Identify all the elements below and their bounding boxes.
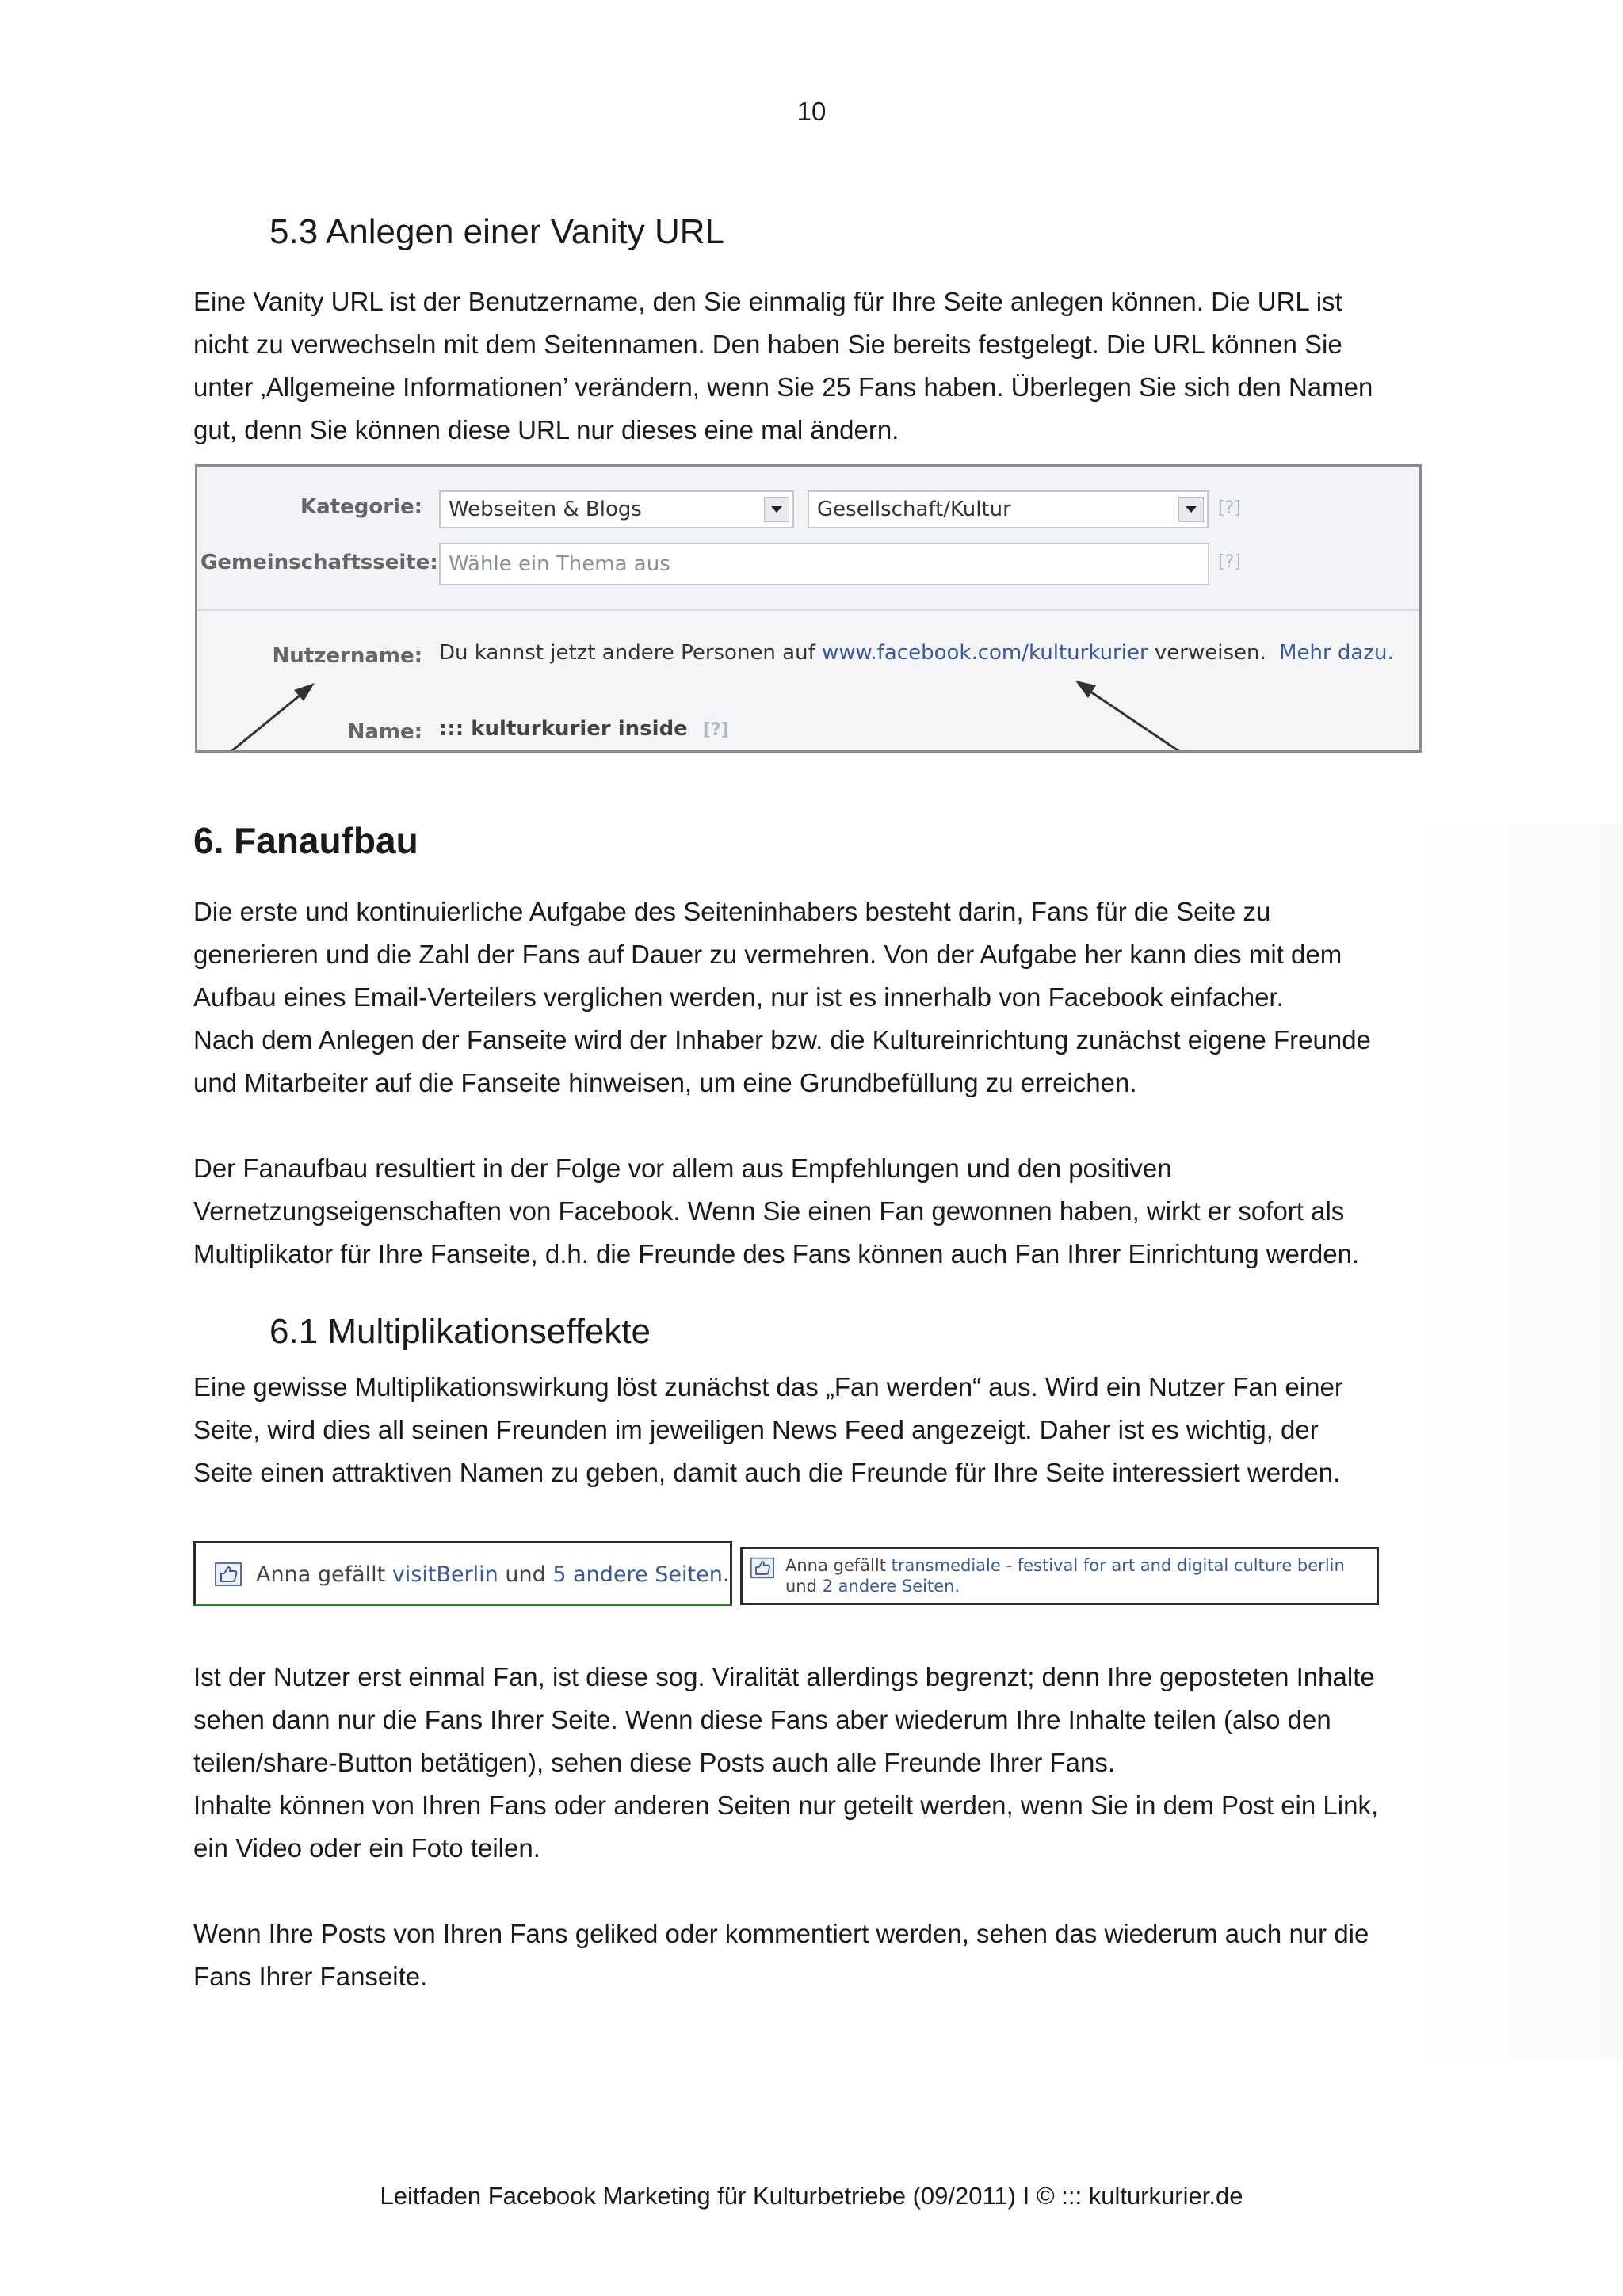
- section-6-1-heading: 6.1 Multiplikationseffekte: [269, 1312, 651, 1351]
- section-6-1-paragraph-2: [193, 1656, 1445, 1870]
- text-line: Die erste und kontinuierliche Aufgabe des Seiteninhabers besteht darin, Fans für die Seite zu: [193, 897, 1271, 926]
- story-und: und: [505, 1562, 546, 1587]
- help-icon[interactable]: [?]: [702, 720, 729, 740]
- story-line-1: [785, 1555, 1345, 1576]
- text-line: Eine gewisse Multiplikationswirkung löst zunächst das „Fan werden“ aus. Wird ein Nutzer Fan einer: [193, 1372, 1343, 1402]
- text-line: Wenn Ihre Posts von Ihren Fans geliked oder kommentiert werden, sehen das wiederum auch nur die: [193, 1919, 1369, 1948]
- text-line: Nach dem Anlegen der Fanseite wird der Inhaber bzw. die Kultureinrichtung zunächst eigene Freunde: [193, 1025, 1371, 1055]
- page-shading: [1417, 824, 1623, 2060]
- story-end: .: [722, 1562, 730, 1587]
- mehr-dazu-link[interactable]: Mehr dazu.: [1279, 641, 1394, 665]
- name-label: Name:: [347, 720, 422, 744]
- page-footer: Leitfaden Facebook Marketing für Kulturbetriebe (09/2011) I © ::: kulturkurier.de: [380, 2182, 1243, 2210]
- text-line: gut, denn Sie können diese URL nur dieses eine mal ändern.: [193, 415, 899, 444]
- others-link[interactable]: 5 andere Seiten: [552, 1562, 723, 1587]
- text-line: Ist der Nutzer erst einmal Fan, ist diese sog. Viralität allerdings begrenzt; denn Ihre geposteten Inhalte: [193, 1662, 1375, 1691]
- text-line: sehen dann nur die Fans Ihrer Seite. Wenn diese Fans aber wiederum Ihre Inhalte teilen (also den: [193, 1705, 1331, 1734]
- nutzername-text-before: Du kannst jetzt andere Personen auf: [439, 641, 815, 665]
- vanity-url-link[interactable]: www.facebook.com/kulturkurier: [822, 641, 1148, 665]
- gemeinschaft-input[interactable]: Wähle ein Thema aus: [439, 543, 1209, 585]
- text-line: und Mitarbeiter auf die Fanseite hinweisen, um eine Grundbefüllung zu erreichen.: [193, 1068, 1137, 1097]
- section-6-heading: 6. Fanaufbau: [193, 820, 418, 861]
- section-6-1-paragraph: [193, 1366, 1445, 1494]
- text-line: Eine Vanity URL ist der Benutzername, den Sie einmalig für Ihre Seite anlegen können. Die URL ist: [193, 287, 1342, 316]
- section-5-3-paragraph: [193, 280, 1445, 452]
- text-line: Inhalte können von Ihren Fans oder anderen Seiten nur geteilt werden, wenn Sie in dem Post ein Link,: [193, 1791, 1379, 1820]
- help-icon[interactable]: [?]: [1218, 552, 1241, 572]
- section-6-paragraph-1: [193, 891, 1445, 1104]
- text-line: Vernetzungseigenschaften von Facebook. Wenn Sie einen Fan gewonnen haben, wirkt er sofort als: [193, 1196, 1345, 1226]
- story-prefix: Anna gefällt: [785, 1556, 886, 1575]
- arrow-to-url: [1083, 687, 1180, 752]
- facebook-settings-screenshot: [195, 464, 1422, 753]
- text-line: Seite, wird dies all seinen Freunden im jeweiligen News Feed angezeigt. Daher ist es wichtig, der: [193, 1415, 1319, 1444]
- text-line: generieren und die Zahl der Fans auf Dauer zu vermehren. Von der Aufgabe her kann dies mit dem: [193, 940, 1342, 969]
- text-line: Fans Ihrer Fanseite.: [193, 1962, 428, 1991]
- story-line-2: [785, 1576, 1345, 1596]
- page-name: ::: kulturkurier inside: [439, 717, 688, 741]
- arrows-overlay: [197, 467, 1422, 753]
- text-line: teilen/share-Button betätigen), sehen diese Posts auch alle Freunde Ihrer Fans.: [193, 1748, 1116, 1777]
- arrowhead-icon: [1075, 681, 1096, 698]
- nutzername-label: Nutzername:: [272, 644, 422, 668]
- page-link[interactable]: visitBerlin: [391, 1562, 498, 1587]
- text-line: ein Video oder ein Foto teilen.: [193, 1833, 540, 1863]
- section-5-3-heading: 5.3 Anlegen einer Vanity URL: [269, 212, 724, 251]
- like-thumb-icon: [750, 1557, 774, 1579]
- arrow-to-nutzername: [231, 688, 308, 752]
- text-line: nicht zu verwechseln mit dem Seitennamen. Den haben Sie bereits festgelegt. Die URL können Sie: [193, 330, 1342, 359]
- news-feed-story-transmediale: [740, 1547, 1379, 1605]
- text-line: Aufbau eines Email-Verteilers verglichen werden, nur ist es innerhalb von Facebook einfacher.: [193, 982, 1284, 1012]
- page-number: 10: [796, 97, 827, 126]
- kategorie-value: Webseiten & Blogs: [449, 498, 642, 521]
- section-6-paragraph-2: [193, 1147, 1445, 1276]
- nutzername-text-after: verweisen.: [1154, 641, 1266, 665]
- others-link[interactable]: 2 andere Seiten: [822, 1577, 955, 1596]
- section-6-1-paragraph-3: [193, 1913, 1445, 1998]
- gemeinschaft-label: Gemeinschaftsseite:: [200, 551, 438, 574]
- story-prefix: Anna gefällt: [256, 1562, 386, 1587]
- story-text: [256, 1562, 729, 1587]
- text-line: Seite einen attraktiven Namen zu geben, damit auch die Freunde für Ihre Seite interessiert werden.: [193, 1458, 1341, 1487]
- news-feed-story-visitberlin: [193, 1541, 732, 1606]
- story-end: .: [954, 1577, 960, 1596]
- story-text: [785, 1555, 1345, 1596]
- story-und: und: [785, 1577, 817, 1596]
- text-line: unter ‚Allgemeine Informationen’ verändern, wenn Sie 25 Fans haben. Überlegen Sie sich den Namen: [193, 372, 1373, 402]
- text-line: Der Fanaufbau resultiert in der Folge vor allem aus Empfehlungen und den positiven: [193, 1154, 1172, 1183]
- subkategorie-value: Gesellschaft/Kultur: [817, 498, 1011, 521]
- like-thumb-icon: [215, 1562, 242, 1586]
- page-link[interactable]: transmediale - festival for art and digital culture berlin: [891, 1556, 1345, 1575]
- kategorie-label: Kategorie:: [300, 495, 422, 519]
- help-icon[interactable]: [?]: [1218, 498, 1241, 518]
- text-line: Multiplikator für Ihre Fanseite, d.h. die Freunde des Fans können auch Fan Ihrer Einrichtung werden.: [193, 1239, 1360, 1268]
